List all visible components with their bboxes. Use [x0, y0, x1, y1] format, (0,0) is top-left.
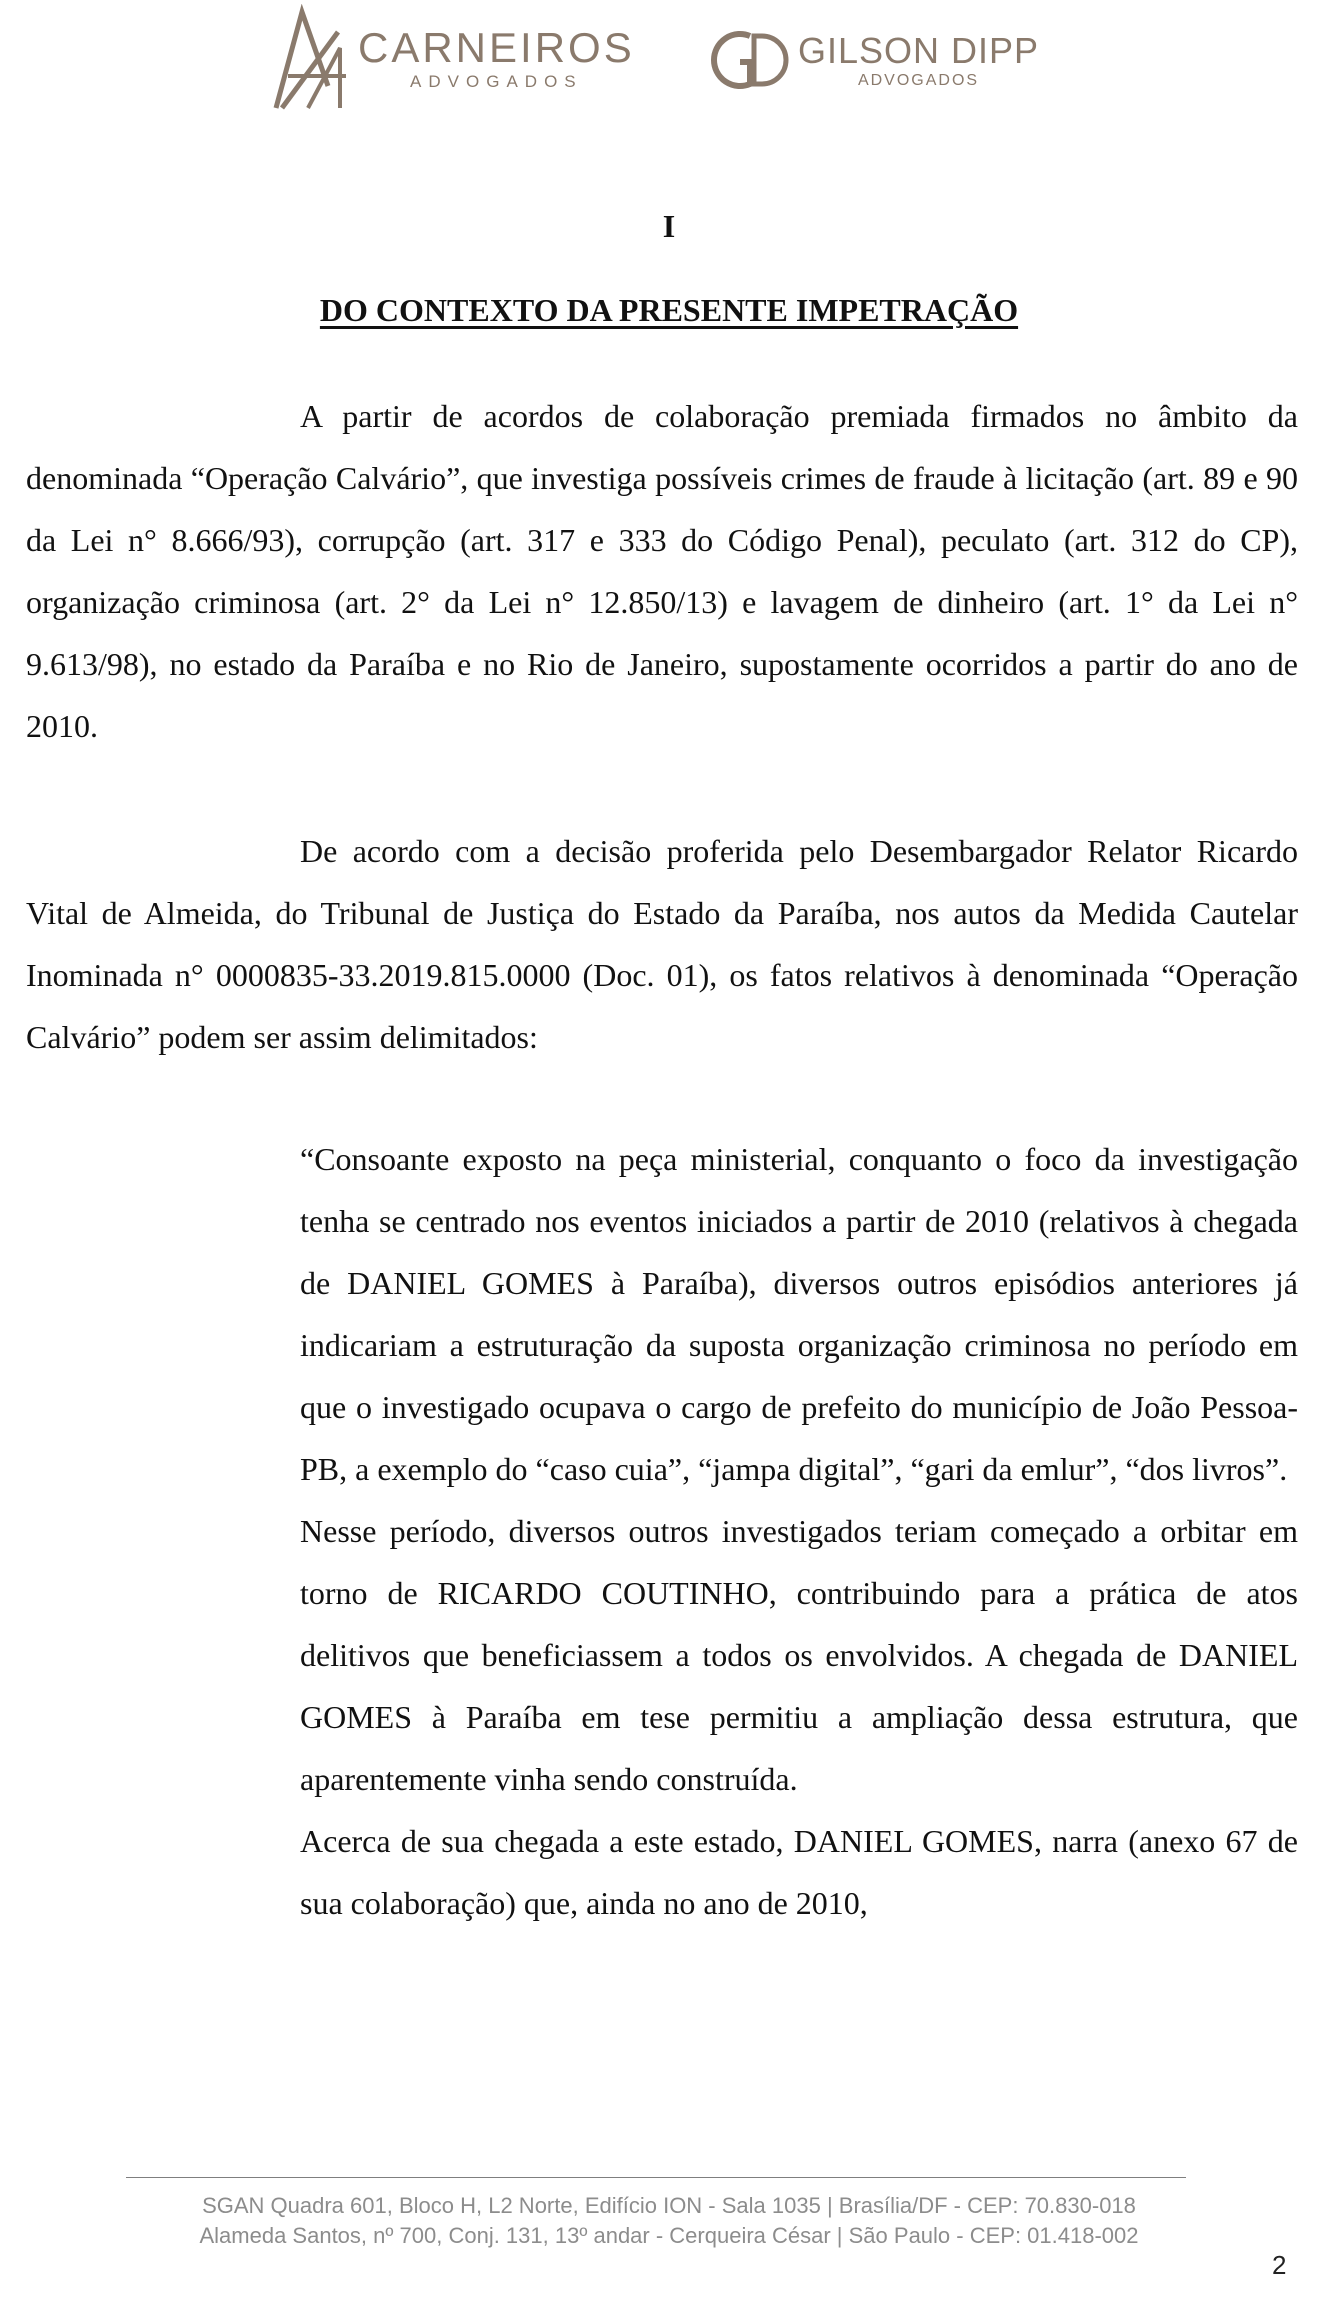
gilson-dipp-monogram-icon [710, 22, 790, 100]
block-quote [300, 1128, 1298, 1934]
quote-paragraph-3: Acerca de sua chegada a este estado, DANIEL GOMES, narra (anexo 67 de sua colaboração) que, ainda no ano de 2010, [300, 1823, 1298, 1921]
carneiros-logo-name: CARNEIROS [358, 23, 635, 71]
gilson-dipp-logo-sub: ADVOGADOS [857, 72, 980, 89]
body-paragraph-2: De acordo com a decisão proferida pelo Desembargador Relator Ricardo Vital de Almeida, do Tribunal de Justiça do Estado da Paraíba, nos autos da Medida Cautelar Inominada n° 0000835-33.2019.815.0000 (Doc. 01), os fatos relativos à denominada “Operação Calvário” podem ser assim delimitados: [26, 833, 1298, 1055]
gilson-dipp-logo [710, 22, 1039, 100]
quote-paragraph-2: Nesse período, diversos outros investigados teriam começado a orbitar em torno de RICARDO COUTINHO, contribuindo para a prática de atos delitivos que beneficiassem a todos os envolvidos. A chegada de DANIEL GOMES à Paraíba em tese permitiu a ampliação dessa estrutura, que aparentemente vinha sendo construída. [300, 1513, 1298, 1797]
carneiros-logo [268, 4, 635, 112]
carneiros-logo-sub: ADVOGADOS [410, 71, 583, 91]
section-number: I [662, 208, 676, 244]
page-number: 2 [1272, 2250, 1287, 2280]
section-title: DO CONTEXTO DA PRESENTE IMPETRAÇÃO [319, 292, 1019, 328]
footer-address-sao-paulo: Alameda Santos, nº 700, Conj. 131, 13º andar - Cerqueira César | São Paulo - CEP: 01.418-002 [199, 2223, 1139, 2248]
footer-address-brasilia: SGAN Quadra 601, Bloco H, L2 Norte, Edifício ION - Sala 1035 | Brasília/DF - CEP: 70.830-018 [202, 2193, 1136, 2218]
section-title-wrapper [0, 292, 1338, 329]
letterhead [0, 0, 1338, 130]
carneiros-monogram-icon [268, 4, 350, 112]
footer-divider [126, 2177, 1186, 2178]
footer-address [0, 2191, 1338, 2251]
gilson-dipp-logo-name: GILSON DIPP [798, 30, 1040, 71]
quote-paragraph-1: “Consoante exposto na peça ministerial, conquanto o foco da investigação tenha se centrado nos eventos iniciados a partir de 2010 (relativos à chegada de DANIEL GOMES à Paraíba), diversos outros episódios anteriores já indicariam a estruturação da suposta organização criminosa no período em que o investigado ocupava o cargo de prefeito do município de João Pessoa-PB, a exemplo do “caso cuia”, “jampa digital”, “gari da emlur”, “dos livros”. [300, 1141, 1298, 1487]
body-paragraph-1: A partir de acordos de colaboração premiada firmados no âmbito da denominada “Operação Calvário”, que investiga possíveis crimes de fraude à licitação (art. 89 e 90 da Lei n° 8.666/93), corrupção (art. 317 e 333 do Código Penal), peculato (art. 312 do CP), organização criminosa (art. 2° da Lei n° 12.850/13) e lavagem de dinheiro (art. 1° da Lei n° 9.613/98), no estado da Paraíba e no Rio de Janeiro, supostamente ocorridos a partir do ano de 2010. [26, 398, 1298, 744]
